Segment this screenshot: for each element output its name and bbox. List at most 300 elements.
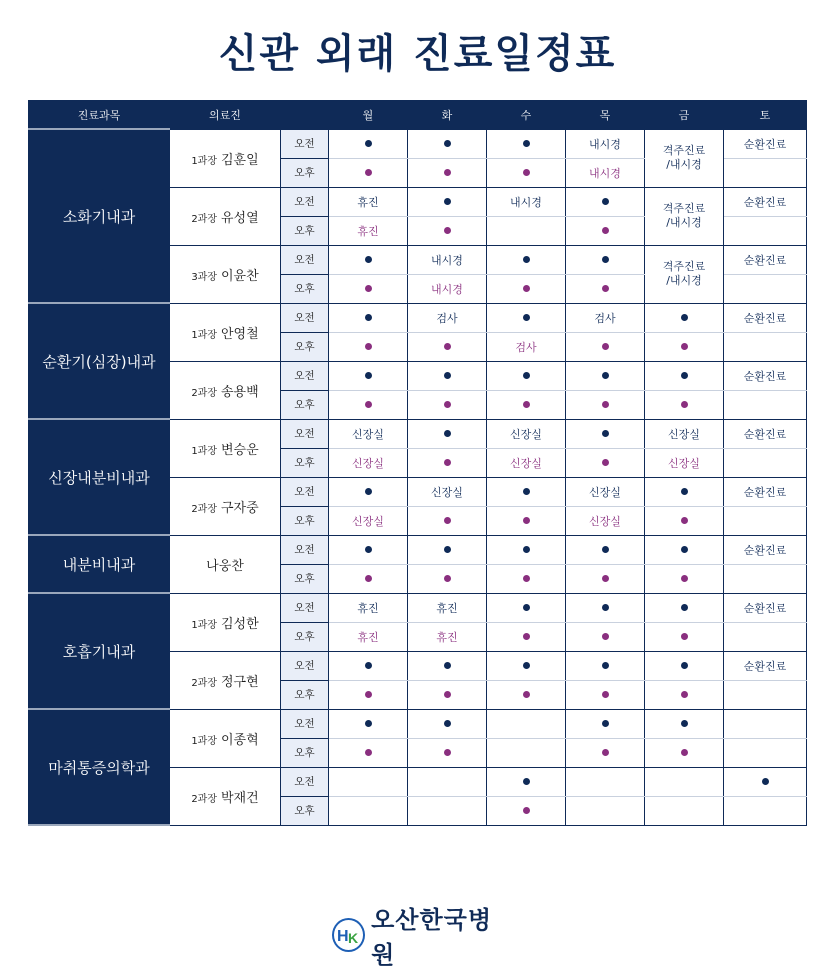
clinic-dot-icon: [602, 720, 609, 727]
session-label: 오전: [281, 419, 329, 448]
schedule-cell-fri: [645, 477, 724, 506]
hospital-emblem-icon: [332, 918, 365, 952]
doctor-name: 이윤찬: [221, 268, 259, 284]
clinic-dot-icon: [365, 256, 372, 263]
header-fri: 금: [645, 101, 724, 130]
department-name: 내분비내과: [29, 535, 170, 593]
clinic-dot-icon: [523, 372, 530, 379]
clinic-dot-icon: [762, 778, 769, 785]
svg-text:H: H: [336, 928, 349, 945]
schedule-cell-tue: [408, 506, 487, 535]
schedule-cell-wed: [487, 593, 566, 622]
doctor-name: 정구현: [221, 674, 259, 690]
clinic-dot-icon: [444, 430, 451, 437]
schedule-cell-fri: 격주진료 /내시경: [645, 129, 724, 187]
schedule-cell-sat: [724, 564, 807, 593]
doctor-rank: 2과장: [191, 503, 217, 515]
schedule-cell-wed: 신장실: [487, 448, 566, 477]
clinic-dot-icon: [602, 285, 609, 292]
schedule-cell-tue: [408, 187, 487, 216]
clinic-dot-icon: [602, 691, 609, 698]
clinic-dot-icon: [523, 633, 530, 640]
clinic-dot-icon: [602, 633, 609, 640]
schedule-cell-sat: [724, 767, 807, 796]
schedule-cell-mon: [329, 361, 408, 390]
clinic-dot-icon: [602, 343, 609, 350]
schedule-cell-thu: 신장실: [566, 477, 645, 506]
clinic-dot-icon: [444, 198, 451, 205]
schedule-cell-tue: [408, 216, 487, 245]
header-mon: 월: [329, 101, 408, 130]
schedule-cell-sat: [724, 738, 807, 767]
schedule-cell-sat: [724, 709, 807, 738]
schedule-cell-tue: 검사: [408, 303, 487, 332]
schedule-cell-mon: [329, 564, 408, 593]
doctor-name: 나웅찬: [206, 558, 244, 574]
schedule-cell-wed: [487, 506, 566, 535]
schedule-cell-thu: [566, 564, 645, 593]
clinic-dot-icon: [681, 314, 688, 321]
schedule-cell-thu: [566, 593, 645, 622]
schedule-cell-fri: 격주진료 /내시경: [645, 187, 724, 245]
schedule-cell-fri: [645, 593, 724, 622]
clinic-dot-icon: [365, 343, 372, 350]
session-label: 오후: [281, 448, 329, 477]
schedule-cell-fri: [645, 622, 724, 651]
header-thu: 목: [566, 101, 645, 130]
schedule-cell-mon: [329, 158, 408, 187]
schedule-cell-thu: [566, 361, 645, 390]
schedule-cell-wed: [487, 390, 566, 419]
schedule-cell-tue: [408, 158, 487, 187]
doctor-cell: [170, 245, 281, 303]
schedule-cell-mon: [329, 738, 408, 767]
page-title: 신관 외래 진료일정표: [218, 31, 617, 77]
session-label: 오후: [281, 216, 329, 245]
schedule-cell-wed: [487, 477, 566, 506]
schedule-body: [29, 129, 807, 825]
schedule-cell-tue: 내시경: [408, 245, 487, 274]
schedule-cell-mon: [329, 274, 408, 303]
schedule-cell-thu: [566, 651, 645, 680]
session-label: 오후: [281, 622, 329, 651]
clinic-dot-icon: [602, 662, 609, 669]
doctor-cell: [170, 767, 281, 825]
schedule-cell-wed: [487, 796, 566, 825]
schedule-cell-sat: 순환진료: [724, 651, 807, 680]
doctor-cell: [170, 477, 281, 535]
schedule-cell-wed: [487, 738, 566, 767]
doctor-name: 송용백: [221, 384, 259, 400]
schedule-cell-wed: 신장실: [487, 419, 566, 448]
schedule-cell-mon: [329, 332, 408, 361]
schedule-cell-sat: [724, 390, 807, 419]
schedule-cell-fri: [645, 390, 724, 419]
schedule-cell-thu: [566, 187, 645, 216]
clinic-dot-icon: [444, 720, 451, 727]
session-label: 오후: [281, 506, 329, 535]
doctor-rank: 2과장: [191, 793, 217, 805]
schedule-cell-mon: [329, 709, 408, 738]
schedule-cell-sat: [724, 332, 807, 361]
schedule-cell-thu: [566, 738, 645, 767]
doctor-rank: 1과장: [191, 445, 217, 457]
session-label: 오전: [281, 245, 329, 274]
doctor-name: 김훈일: [221, 152, 259, 168]
clinic-dot-icon: [602, 198, 609, 205]
schedule-cell-sat: [724, 622, 807, 651]
schedule-cell-mon: 신장실: [329, 419, 408, 448]
schedule-cell-mon: 휴진: [329, 593, 408, 622]
schedule-cell-mon: 휴진: [329, 216, 408, 245]
clinic-dot-icon: [444, 662, 451, 669]
schedule-cell-sat: 순환진료: [724, 361, 807, 390]
clinic-dot-icon: [681, 343, 688, 350]
schedule-cell-sat: [724, 448, 807, 477]
schedule-cell-mon: [329, 303, 408, 332]
session-label: 오전: [281, 709, 329, 738]
schedule-cell-sat: 순환진료: [724, 245, 807, 274]
clinic-dot-icon: [523, 401, 530, 408]
session-label: 오후: [281, 680, 329, 709]
schedule-cell-mon: [329, 390, 408, 419]
doctor-cell: [170, 361, 281, 419]
clinic-dot-icon: [681, 372, 688, 379]
clinic-dot-icon: [602, 546, 609, 553]
doctor-name: 박재건: [221, 790, 259, 806]
schedule-cell-sat: [724, 680, 807, 709]
schedule-cell-tue: [408, 129, 487, 158]
doctor-rank: 2과장: [191, 387, 217, 399]
clinic-dot-icon: [444, 140, 451, 147]
header-doctor: 의료진: [170, 101, 281, 130]
schedule-cell-thu: [566, 332, 645, 361]
session-label: 오후: [281, 738, 329, 767]
schedule-cell-tue: 휴진: [408, 622, 487, 651]
schedule-cell-thu: [566, 767, 645, 796]
doctor-cell: [170, 419, 281, 477]
schedule-cell-tue: [408, 796, 487, 825]
schedule-row: [29, 419, 807, 448]
department-name: 마취통증의학과: [29, 709, 170, 825]
department-name: 순환기(심장)내과: [29, 303, 170, 419]
schedule-cell-thu: 내시경: [566, 158, 645, 187]
schedule-table: [28, 100, 807, 826]
session-label: 오후: [281, 332, 329, 361]
clinic-dot-icon: [681, 546, 688, 553]
clinic-dot-icon: [444, 343, 451, 350]
clinic-dot-icon: [523, 314, 530, 321]
doctor-rank: 1과장: [191, 735, 217, 747]
schedule-cell-fri: [645, 303, 724, 332]
session-label: 오전: [281, 593, 329, 622]
schedule-cell-wed: [487, 129, 566, 158]
schedule-cell-fri: [645, 564, 724, 593]
schedule-cell-fri: [645, 796, 724, 825]
clinic-dot-icon: [602, 430, 609, 437]
clinic-dot-icon: [523, 691, 530, 698]
clinic-dot-icon: [523, 488, 530, 495]
department-name: 호흡기내과: [29, 593, 170, 709]
schedule-cell-mon: 신장실: [329, 448, 408, 477]
schedule-cell-sat: [724, 216, 807, 245]
schedule-cell-sat: [724, 158, 807, 187]
clinic-dot-icon: [681, 604, 688, 611]
schedule-cell-tue: [408, 535, 487, 564]
header-sat: 토: [724, 101, 807, 130]
doctor-name: 김성한: [221, 616, 259, 632]
schedule-cell-wed: [487, 651, 566, 680]
schedule-cell-wed: [487, 564, 566, 593]
schedule-cell-sat: 순환진료: [724, 129, 807, 158]
schedule-cell-tue: [408, 767, 487, 796]
schedule-cell-fri: [645, 332, 724, 361]
schedule-cell-tue: [408, 738, 487, 767]
doctor-rank: 1과장: [191, 155, 217, 167]
schedule-cell-mon: [329, 535, 408, 564]
clinic-dot-icon: [523, 256, 530, 263]
hospital-name: 오산한국병원: [371, 906, 493, 969]
doctor-cell: [170, 651, 281, 709]
schedule-cell-fri: [645, 738, 724, 767]
schedule-cell-tue: [408, 332, 487, 361]
session-label: 오후: [281, 796, 329, 825]
clinic-dot-icon: [444, 401, 451, 408]
schedule-cell-wed: [487, 361, 566, 390]
clinic-dot-icon: [444, 459, 451, 466]
session-label: 오전: [281, 477, 329, 506]
schedule-row: [29, 535, 807, 564]
clinic-dot-icon: [523, 662, 530, 669]
schedule-row: [29, 303, 807, 332]
schedule-cell-mon: [329, 651, 408, 680]
session-label: 오전: [281, 767, 329, 796]
clinic-dot-icon: [681, 633, 688, 640]
schedule-cell-fri: [645, 535, 724, 564]
clinic-dot-icon: [365, 285, 372, 292]
clinic-dot-icon: [523, 517, 530, 524]
clinic-dot-icon: [365, 546, 372, 553]
schedule-cell-fri: [645, 361, 724, 390]
session-label: 오후: [281, 158, 329, 187]
schedule-cell-mon: [329, 129, 408, 158]
schedule-cell-wed: [487, 622, 566, 651]
doctor-rank: 1과장: [191, 619, 217, 631]
schedule-cell-sat: 순환진료: [724, 593, 807, 622]
clinic-dot-icon: [444, 546, 451, 553]
clinic-dot-icon: [681, 488, 688, 495]
clinic-dot-icon: [365, 749, 372, 756]
schedule-cell-mon: [329, 477, 408, 506]
schedule-cell-mon: 신장실: [329, 506, 408, 535]
clinic-dot-icon: [523, 285, 530, 292]
schedule-cell-fri: [645, 506, 724, 535]
header-tue: 화: [408, 101, 487, 130]
clinic-dot-icon: [365, 691, 372, 698]
clinic-dot-icon: [444, 575, 451, 582]
clinic-dot-icon: [444, 169, 451, 176]
clinic-dot-icon: [444, 227, 451, 234]
schedule-row: [29, 593, 807, 622]
schedule-row: [29, 709, 807, 738]
schedule-cell-wed: [487, 303, 566, 332]
session-label: 오전: [281, 187, 329, 216]
session-label: 오후: [281, 390, 329, 419]
svg-text:K: K: [347, 930, 358, 945]
header-row: [29, 101, 807, 130]
clinic-dot-icon: [523, 140, 530, 147]
schedule-cell-wed: 검사: [487, 332, 566, 361]
schedule-cell-tue: [408, 564, 487, 593]
clinic-dot-icon: [681, 749, 688, 756]
schedule-cell-wed: [487, 709, 566, 738]
doctor-rank: 2과장: [191, 213, 217, 225]
session-label: 오전: [281, 303, 329, 332]
clinic-dot-icon: [681, 401, 688, 408]
clinic-dot-icon: [602, 227, 609, 234]
header-session: [281, 101, 329, 130]
schedule-cell-sat: [724, 274, 807, 303]
clinic-dot-icon: [444, 749, 451, 756]
schedule-cell-wed: [487, 274, 566, 303]
schedule-cell-thu: 신장실: [566, 506, 645, 535]
schedule-cell-sat: [724, 796, 807, 825]
clinic-dot-icon: [602, 749, 609, 756]
clinic-dot-icon: [444, 691, 451, 698]
doctor-name: 변승운: [221, 442, 259, 458]
clinic-dot-icon: [523, 546, 530, 553]
header-department: 진료과목: [29, 101, 170, 130]
schedule-cell-fri: 신장실: [645, 419, 724, 448]
schedule-cell-thu: [566, 796, 645, 825]
schedule-cell-tue: [408, 709, 487, 738]
session-label: 오전: [281, 129, 329, 158]
hospital-logo: [332, 906, 512, 969]
schedule-cell-mon: 휴진: [329, 622, 408, 651]
schedule-cell-mon: [329, 767, 408, 796]
schedule-cell-mon: 휴진: [329, 187, 408, 216]
schedule-cell-sat: 순환진료: [724, 187, 807, 216]
schedule-cell-sat: 순환진료: [724, 303, 807, 332]
schedule-cell-thu: [566, 680, 645, 709]
session-label: 오전: [281, 361, 329, 390]
schedule-cell-fri: [645, 651, 724, 680]
session-label: 오전: [281, 535, 329, 564]
schedule-cell-wed: 내시경: [487, 187, 566, 216]
clinic-dot-icon: [681, 691, 688, 698]
doctor-name: 유성열: [221, 210, 259, 226]
schedule-cell-thu: 내시경: [566, 129, 645, 158]
schedule-cell-thu: [566, 622, 645, 651]
clinic-dot-icon: [602, 459, 609, 466]
schedule-cell-wed: [487, 245, 566, 274]
clinic-dot-icon: [681, 720, 688, 727]
schedule-cell-tue: [408, 361, 487, 390]
doctor-cell: [170, 129, 281, 187]
session-label: 오후: [281, 564, 329, 593]
schedule-cell-tue: [408, 651, 487, 680]
schedule-cell-fri: [645, 767, 724, 796]
session-label: 오전: [281, 651, 329, 680]
doctor-cell: [170, 187, 281, 245]
schedule-cell-thu: [566, 245, 645, 274]
clinic-dot-icon: [681, 662, 688, 669]
schedule-cell-tue: [408, 419, 487, 448]
clinic-dot-icon: [365, 140, 372, 147]
clinic-dot-icon: [602, 604, 609, 611]
clinic-dot-icon: [523, 778, 530, 785]
schedule-cell-tue: [408, 680, 487, 709]
doctor-name: 안영철: [221, 326, 259, 342]
clinic-dot-icon: [365, 488, 372, 495]
schedule-cell-thu: [566, 390, 645, 419]
doctor-cell: [170, 709, 281, 767]
clinic-dot-icon: [523, 575, 530, 582]
doctor-name: 이종혁: [221, 732, 259, 748]
clinic-dot-icon: [523, 807, 530, 814]
schedule-cell-wed: [487, 767, 566, 796]
clinic-dot-icon: [365, 169, 372, 176]
clinic-dot-icon: [365, 314, 372, 321]
doctor-rank: 2과장: [191, 677, 217, 689]
department-name: 소화기내과: [29, 129, 170, 303]
clinic-dot-icon: [602, 575, 609, 582]
clinic-dot-icon: [523, 169, 530, 176]
schedule-cell-fri: [645, 709, 724, 738]
schedule-cell-fri: [645, 680, 724, 709]
department-name: 신장내분비내과: [29, 419, 170, 535]
schedule-cell-thu: [566, 448, 645, 477]
schedule-cell-thu: [566, 216, 645, 245]
clinic-dot-icon: [602, 372, 609, 379]
schedule-cell-thu: 검사: [566, 303, 645, 332]
clinic-dot-icon: [365, 662, 372, 669]
header-wed: 수: [487, 101, 566, 130]
schedule-cell-thu: [566, 535, 645, 564]
schedule-cell-sat: [724, 506, 807, 535]
clinic-dot-icon: [444, 517, 451, 524]
clinic-dot-icon: [365, 720, 372, 727]
schedule-cell-wed: [487, 535, 566, 564]
doctor-cell: [170, 593, 281, 651]
clinic-dot-icon: [365, 575, 372, 582]
schedule-cell-mon: [329, 796, 408, 825]
session-label: 오후: [281, 274, 329, 303]
doctor-cell: [170, 303, 281, 361]
schedule-cell-mon: [329, 680, 408, 709]
schedule-cell-wed: [487, 158, 566, 187]
doctor-rank: 3과장: [191, 271, 217, 283]
clinic-dot-icon: [365, 401, 372, 408]
schedule-cell-tue: 신장실: [408, 477, 487, 506]
schedule-cell-sat: 순환진료: [724, 419, 807, 448]
schedule-cell-sat: 순환진료: [724, 535, 807, 564]
clinic-dot-icon: [444, 372, 451, 379]
doctor-name: 구자중: [221, 500, 259, 516]
schedule-cell-tue: 내시경: [408, 274, 487, 303]
schedule-cell-tue: [408, 448, 487, 477]
schedule-cell-thu: [566, 419, 645, 448]
clinic-dot-icon: [602, 256, 609, 263]
schedule-row: [29, 129, 807, 158]
doctor-cell: [170, 535, 281, 593]
clinic-dot-icon: [365, 372, 372, 379]
schedule-cell-wed: [487, 216, 566, 245]
clinic-dot-icon: [602, 401, 609, 408]
clinic-dot-icon: [523, 604, 530, 611]
schedule-cell-sat: 순환진료: [724, 477, 807, 506]
schedule-cell-tue: 휴진: [408, 593, 487, 622]
